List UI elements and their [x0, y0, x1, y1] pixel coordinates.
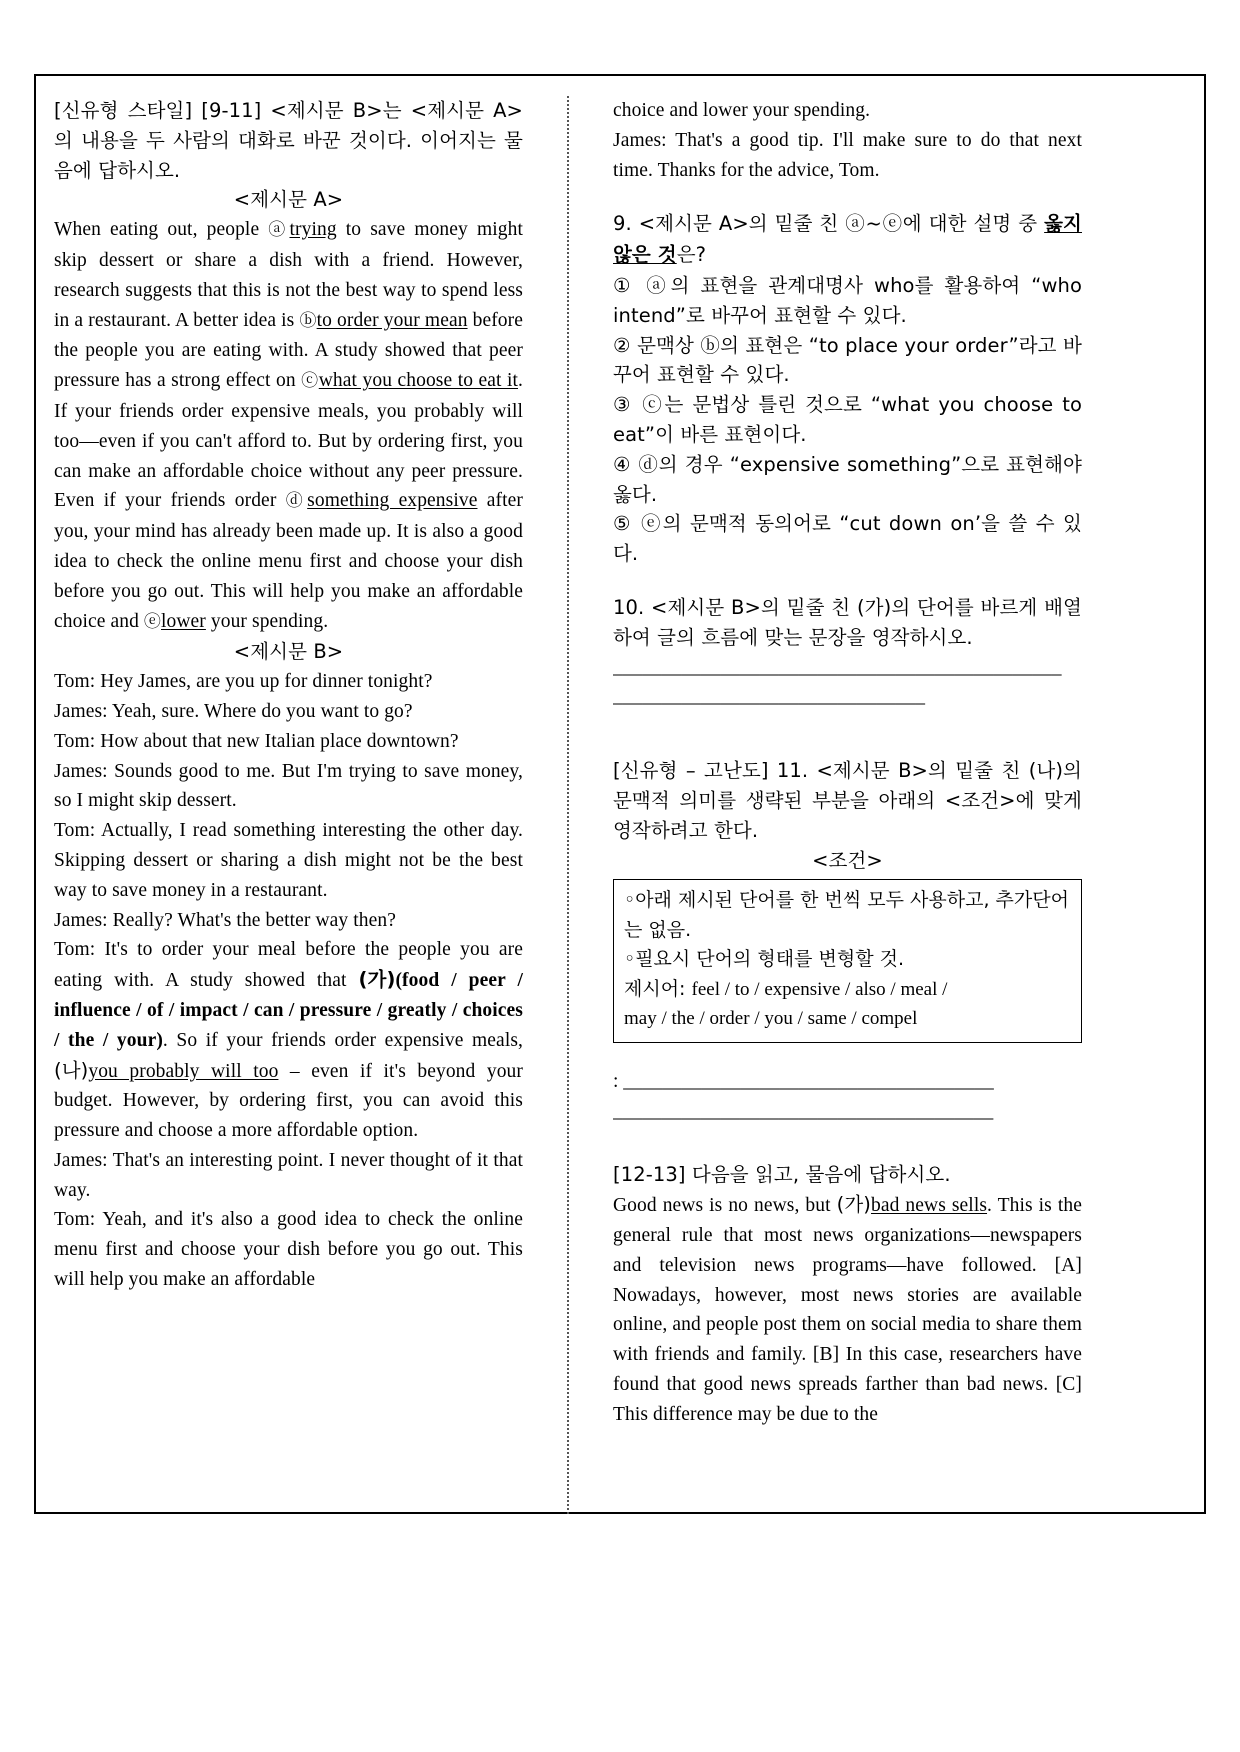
scramble-word-list: (food / peer / influence / of / impact / can / pressure / greatly / choices / the / your) [54, 970, 523, 1051]
dialogue-line-7 [54, 935, 523, 1146]
dialogue-7-pre: Tom: It's to order your meal before the people you are eating with. A study showed that [54, 939, 523, 992]
dialogue-line-6: James: Really? What's the better way then? [54, 909, 396, 931]
underline-na: you probably will too [88, 1060, 279, 1082]
dialogue-7-post: – even if it's beyond your budget. However, by ordering first, you can avoid this pressure and choose a more affordable option. [54, 1060, 523, 1142]
question-11-answer-line-2[interactable]: _______________________________________ [613, 1100, 994, 1122]
marker-c-icon: ⓒ [301, 371, 319, 392]
dialogue-line-8: James: That's an interesting point. I never thought of it that way. [54, 1149, 523, 1201]
condition-words-label: 제시어: [624, 977, 692, 1000]
condition-words [624, 975, 1071, 1005]
question-9-option-1: ① ⓐ의 표현을 관계대명사 who를 활용하여 “who intend”로 바꾸어 표현할 수 있다. [613, 273, 1082, 327]
question-11-answer-line-1[interactable] [613, 1067, 1082, 1097]
underline-d: something expensive [307, 490, 478, 512]
marker-e-icon: ⓔ [143, 611, 161, 632]
passage-a-seg2: to save money might skip dessert or share a dish with a friend. However, research suggests that this is not the best way to spend less in a restaurant. A better idea is [54, 219, 523, 331]
continuation-line-1: choice and lower your spending. [613, 100, 871, 121]
dialogue-line-9: Tom: Yeah, and it's also a good idea to check the online menu first and choose your dish before you go out. This will help you make an affordable [54, 1209, 523, 1291]
question-11-answer-prefix: : [613, 1070, 624, 1092]
question-9-option-5: ⑤ ⓔ의 문맥적 동의어로 “cut down on’을 쓸 수 있다. [613, 512, 1082, 566]
condition-words-line-1: feel / to / expensive / also / meal / [691, 978, 948, 1000]
condition-words-continued: may / the / order / you / same / compel [624, 1008, 918, 1030]
question-11-stem: [신유형 – 고난도] 11. <제시문 B>의 밑줄 친 (나)의 문맥적 의미를 생략된 부분을 아래의 <조건>에 맞게 영작하려고 한다. [613, 759, 1082, 842]
marker-a-icon: ⓐ [268, 220, 290, 241]
passage-12-13-seg2: . This is the general rule that most news organizations—newspapers and television news programs—have followed. [A] Nowadays, however, most news stories are available online, and people post them on social media to share them with friends and family. [B] In this case, researchers have found that good news spreads farther than bad news. [C] This difference may be due to the [613, 1195, 1082, 1425]
question-10-answer-line-1[interactable]: ______________________________________________ [613, 656, 1062, 678]
marker-b-icon: ⓑ [299, 310, 317, 331]
underline-e: lower [161, 610, 206, 632]
spacer-after-q9 [613, 569, 1082, 593]
marker-ga: (가) [358, 968, 396, 992]
question-9-stem [613, 209, 1082, 271]
question-9-stem-post: 은? [676, 243, 707, 267]
passage-a-body [54, 215, 523, 637]
marker-d-icon: ⓓ [285, 491, 308, 512]
right-column [601, 96, 1102, 1514]
marker-ga-2: (가) [836, 1193, 871, 1217]
passage-a-seg4: . If your friends order expensive meals, you probably will too—even if you can't afford to. But by ordering first, you can make an affordable choice without any peer pressure. Even if your friends order [54, 370, 523, 512]
dialogue-line-1: Tom: Hey James, are you up for dinner tonight? [54, 671, 433, 693]
column-divider [567, 96, 569, 1514]
underline-bad-news-sells: bad news sells [870, 1195, 988, 1217]
question-9-stem-pre: 9. <제시문 A>의 밑줄 친 ⓐ~ⓔ에 대한 설명 중 [613, 212, 1045, 236]
question-9-option-3: ③ ⓒ는 문법상 틀린 것으로 “what you choose to eat”이 바른 표현이다. [613, 393, 1082, 446]
passage-a-seg6: your spending. [205, 610, 329, 632]
question-9-stem-emphasis: 옳지 않은 것 [613, 212, 1082, 267]
condition-item-1: ◦아래 제시된 단어를 한 번씩 모두 사용하고, 추가단어는 없음. [624, 889, 1069, 941]
dialogue-line-5: Tom: Actually, I read something interesting the other day. Skipping dessert or sharing a dish might not be the best way to save money in a restaurant. [54, 820, 523, 901]
passage-a-seg3: before the people you are eating with. A study showed that peer pressure has a strong effect on [54, 309, 524, 392]
passage-a-seg1: When eating out, people [54, 219, 269, 241]
spacer-after-q10 [613, 712, 1082, 756]
dialogue-line-4: James: Sounds good to me. But I'm trying to save money, so I might skip dessert. [54, 760, 523, 812]
underline-b: to order your mean [316, 309, 468, 331]
dialogue-line-3: Tom: How about that new Italian place downtown? [54, 730, 459, 752]
passage-b-heading: <제시문 B> [233, 640, 344, 664]
passage-12-13-stem: [12-13] 다음을 읽고, 물음에 답하시오. [613, 1163, 951, 1187]
passage-12-13-body [613, 1190, 1082, 1429]
marker-na: (나) [54, 1058, 89, 1082]
underline-a: trying [289, 219, 337, 241]
dialogue-7-mid: . So if your friends order expensive meals, [162, 1029, 523, 1051]
instruction-block: [신유형 스타일] [9-11] <제시문 B>는 <제시문 A>의 내용을 두 사람의 대화로 바꾼 것이다. 이어지는 물음에 답하시오. [54, 99, 523, 182]
question-10-stem: 10. <제시문 B>의 밑줄 친 (가)의 단어를 바르게 배열하여 글의 흐름에 맞는 문장을 영작하시오. [613, 595, 1082, 649]
spacer-after-continuation [613, 185, 1082, 209]
passage-12-13-seg1: Good news is no news, but [613, 1195, 837, 1217]
condition-heading: <조건> [812, 848, 883, 872]
question-9-option-2: ② 문맥상 ⓑ의 표현은 “to place your order”라고 바꾸어 표현할 수 있다. [613, 333, 1082, 387]
underline-c: what you choose to eat it [318, 370, 519, 392]
continuation-line-2: James: That's a good tip. I'll make sure to do that next time. Thanks for the advice, Tom. [613, 129, 1082, 181]
spacer-after-cond-box [613, 1043, 1082, 1067]
question-9-option-4: ④ ⓓ의 경우 “expensive something”으로 표현해야 옳다. [613, 452, 1082, 506]
two-column-layout [34, 74, 1206, 1514]
passage-a-seg5: after you, your mind has already been made up. It is also a good idea to check the online menu first and choose your dish before you go out. This will help you make an affordable choice and [54, 490, 523, 632]
question-10-answer-line-2[interactable]: ________________________________ [613, 686, 925, 708]
spacer-after-q11 [613, 1126, 1082, 1160]
left-column [34, 96, 535, 1514]
question-11-answer-rule-1[interactable]: ______________________________________ [623, 1070, 994, 1092]
condition-item-2: ◦필요시 단어의 형태를 변형할 것. [624, 948, 905, 971]
passage-a-heading: <제시문 A> [233, 188, 344, 212]
condition-box [613, 879, 1082, 1043]
dialogue-line-2: James: Yeah, sure. Where do you want to go? [54, 700, 413, 722]
